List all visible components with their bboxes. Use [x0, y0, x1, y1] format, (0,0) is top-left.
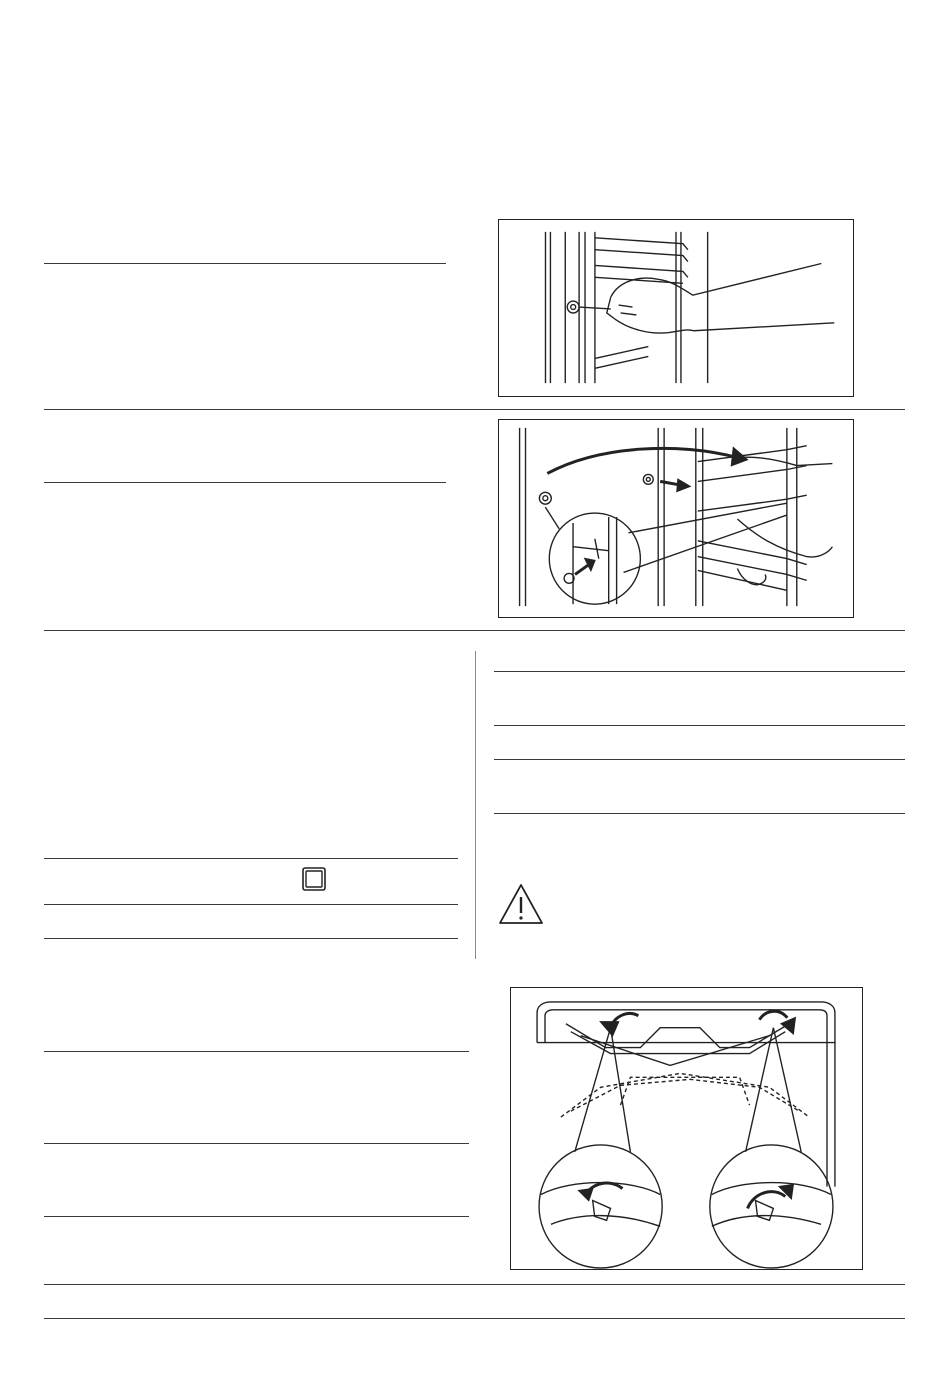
row-divider: [494, 725, 905, 726]
column-divider: [475, 651, 476, 959]
row-divider: [44, 904, 458, 905]
shelf-support-rear-illustration: [498, 419, 854, 618]
row-divider: [44, 263, 446, 264]
row-divider: [44, 1216, 469, 1217]
shelf-support-front-illustration: [498, 219, 854, 397]
row-divider: [44, 482, 446, 483]
row-divider: [44, 630, 905, 631]
row-divider: [494, 759, 905, 760]
warning-triangle-icon: [497, 882, 545, 926]
row-divider: [494, 671, 905, 672]
row-divider: [44, 858, 458, 859]
row-divider: [494, 813, 905, 814]
row-divider: [44, 1284, 905, 1285]
row-divider: [44, 1318, 905, 1319]
row-divider: [44, 409, 905, 410]
grill-element-illustration: [510, 987, 863, 1270]
row-divider: [44, 1051, 469, 1052]
row-divider: [44, 938, 458, 939]
oven-frame-icon: [302, 867, 326, 891]
row-divider: [44, 1143, 469, 1144]
